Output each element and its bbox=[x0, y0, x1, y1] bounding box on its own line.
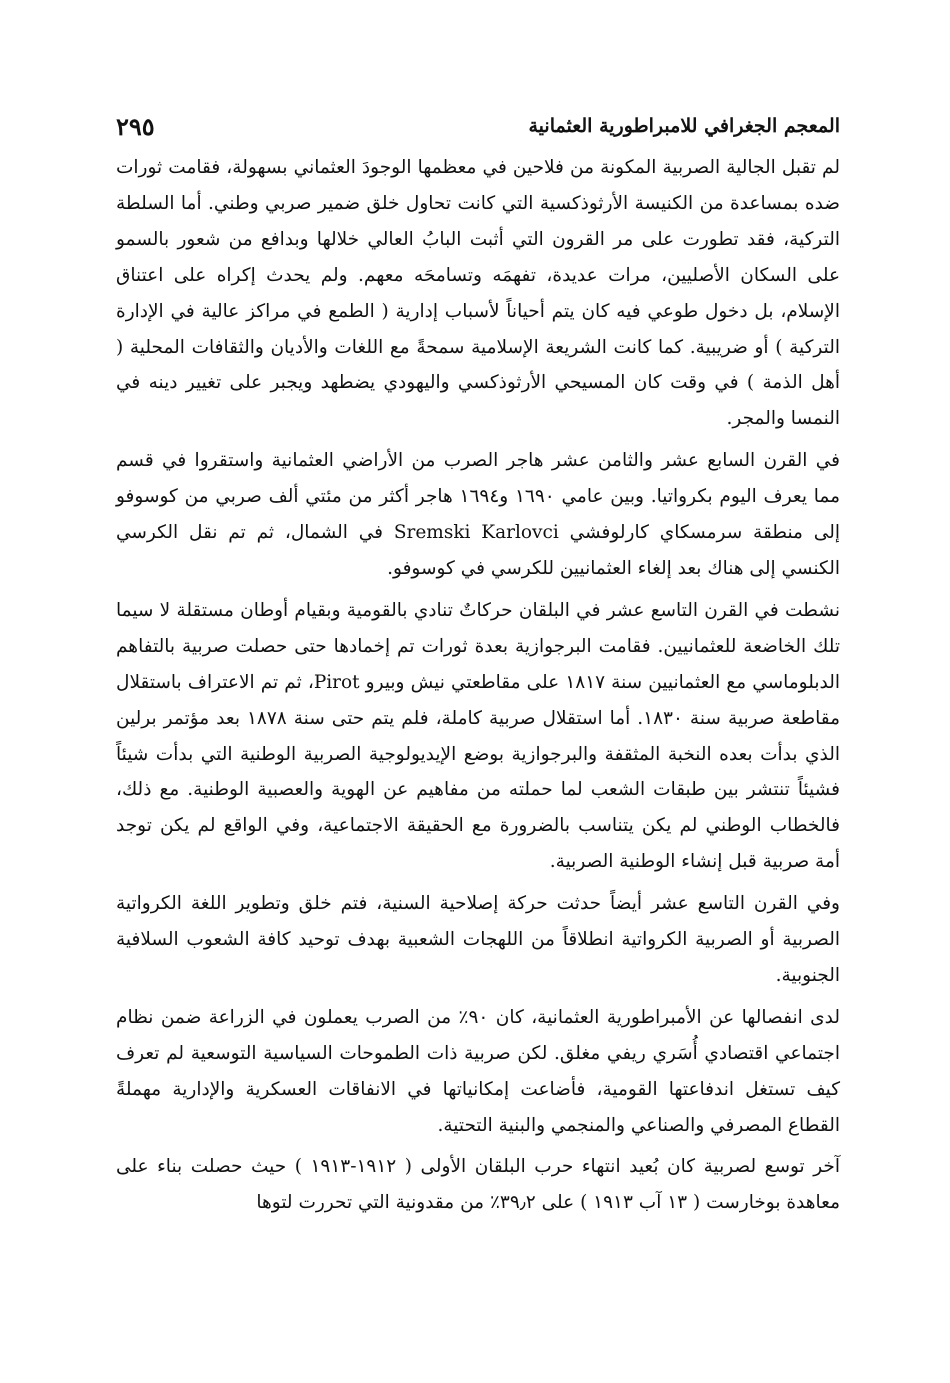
paragraph: في القرن السابع عشر والثامن عشر هاجر الصرب من الأراضي العثمانية واستقروا في قسم مما يعرف اليوم بكرواتيا. وبين عامي ١٦٩٠ و١٦٩٤ هاجر أكثر من مئتي ألف صربي من كوسوفو إلى منطقة سرمسكاي كارلوفشي Sremski Karlovci في الشمال، ثم تم نقل الكرسي الكنسي إلى هناك بعد إلغاء العثمانيين للكرسي في كوسوفو. bbox=[116, 450, 840, 579]
paragraph: لدى انفصالها عن الأمبراطورية العثمانية، كان ٩٠٪ من الصرب يعملون في الزراعة ضمن نظام اجتماعي اقتصادي أُسَري ريفي مغلق. لكن صربية ذات الطموحات السياسية التوسعية لم تعرف كيف تستغل اندفاعتها القومية، فأضاعت إمكانياتها في الانفاقات العسكرية والإدارية مهملةً القطاع المصرفي والصناعي والمنجمي والبنية التحتية. bbox=[116, 1006, 840, 1136]
paragraph: لم تقبل الجالية الصربية المكونة من فلاحين في معظمها الوجودَ العثماني بسهولة، فقامت ثورات ضده بمساعدة من الكنيسة الأرثوذكسية التي كانت تحاول خلق ضمير صربي وطني. أما السلطة التركية، فقد تطورت على مر القرون التي أثبت البابُ العالي خلالها وبدافع من شعور بالسمو على السكان الأصليين، مرات عديدة، تفهمَه وتسامحَه معهم. ولم يحدث إكراه على اعتناق الإسلام، بل دخول طوعي فيه كان يتم أحياناً لأسباب إدارية ( الطمع في مراكز عالية في الإدارة التركية ) أو ضريبية. كما كانت الشريعة الإسلامية سمحةً مع اللغات والأديان والثقافات المحلية ( أهل الذمة ) في وقت كان المسيحي الأرثوذكسي واليهودي يضطهد ويجبر على تغيير دينه في النمسا والمجر. bbox=[116, 157, 840, 430]
paragraph: آخر توسع لصربية كان بُعيد انتهاء حرب البلقان الأولى ( ١٩١٢-١٩١٣ ) حيث حصلت بناء على معاهدة بوخارست ( ١٣ آب ١٩١٣ ) على ٣٩٫٢٪ من مقدونية التي تحررت لتوها bbox=[116, 1156, 840, 1214]
body-text bbox=[116, 150, 840, 1227]
running-header bbox=[116, 108, 840, 144]
paragraph: نشطت في القرن التاسع عشر في البلقان حركاتٌ تنادي بالقومية وبقيام أوطان مستقلة لا سيما تلك الخاضعة للعثمانيين. فقامت البرجوازية بعدة ثورات تم إخمادها حتى حصلت صربية بالتفاهم الدبلوماسي مع العثمانيين سنة ١٨١٧ على مقاطعتي نيش وبيرو Pirot، ثم تم الاعتراف باستقلال مقاطعة صربية سنة ١٨٣٠. أما استقلال صربية كاملة، فلم يتم حتى سنة ١٨٧٨ بعد مؤتمر برلين الذي بدأت بعده النخبة المثقفة والبرجوازية بوضع الإيديولوجية الصربية الوطنية التي بدأت شيئاً فشيئاً تنتشر بين طبقات الشعب لما حملته من مفاهيم عن الهوية والعصبية الوطنية. مع ذلك، فالخطاب الوطني لم يكن يتناسب بالضرورة مع الحقيقة الاجتماعية، وفي الواقع لم يكن توجد أمة صربية قبل إنشاء الوطنية الصربية. bbox=[116, 599, 841, 873]
header-title: المعجم الجغرافي للامبراطورية العثمانية bbox=[528, 115, 840, 137]
page-number: ٢٩٥ bbox=[116, 111, 155, 141]
paragraph: وفي القرن التاسع عشر أيضاً حدثت حركة إصلاحية السنية، فتم خلق وتطوير اللغة الكرواتية الصربية أو الصربية الكرواتية انطلاقاً من اللهجات الشعبية بهدف توحيد كافة الشعوب السلافية الجنوبية. bbox=[116, 893, 840, 986]
